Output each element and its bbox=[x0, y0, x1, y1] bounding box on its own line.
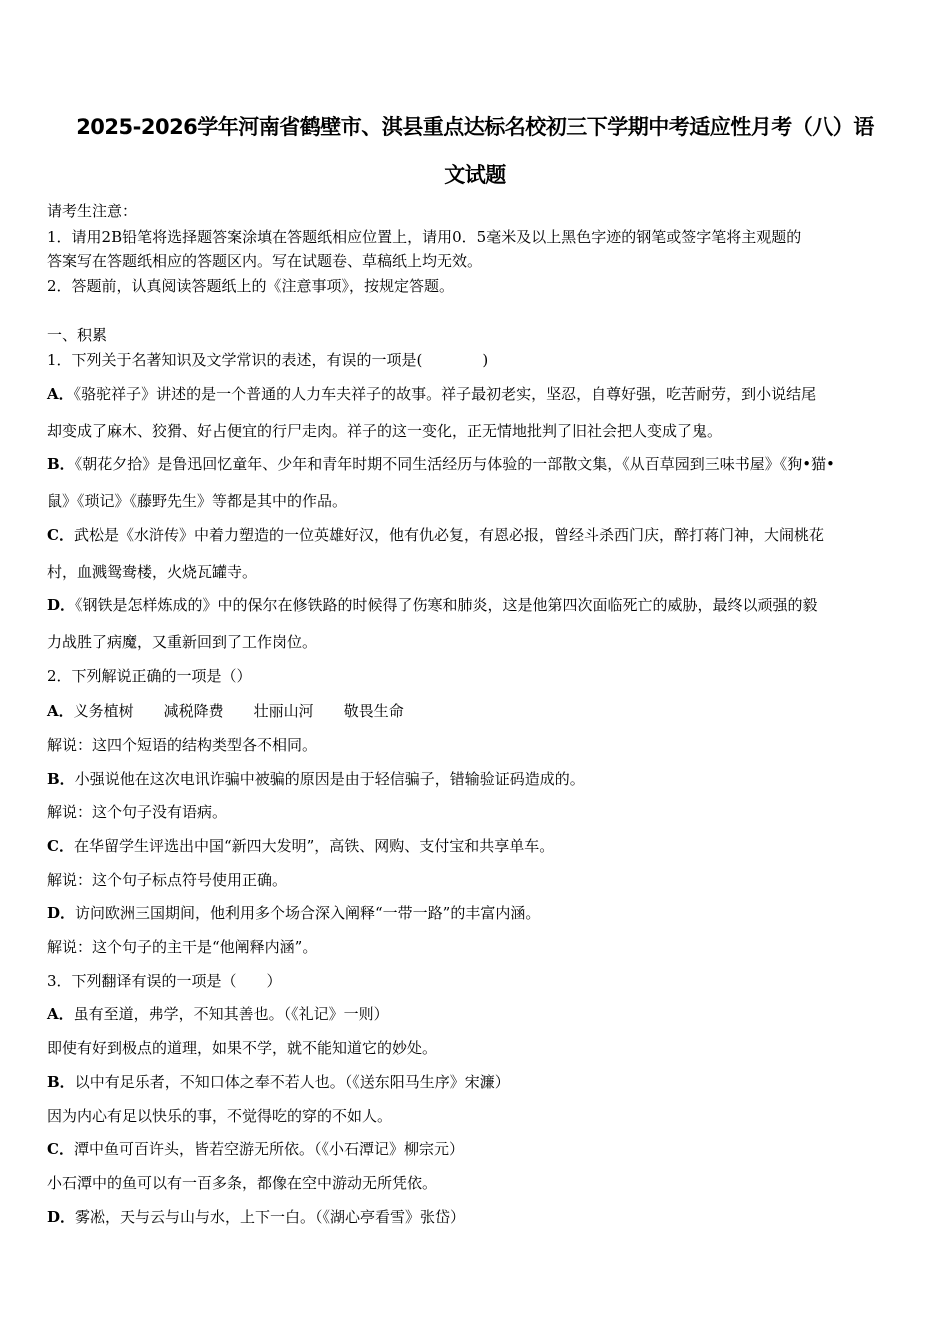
option-text-cont: 鼠》《琐记》《藤野先生》等都是其中的作品。 bbox=[47, 492, 348, 510]
option-label: D． bbox=[47, 1208, 76, 1226]
title-line-2: 文试题 bbox=[444, 163, 506, 187]
question-2-stem: 2．下列解说正确的一项是（） bbox=[47, 667, 252, 685]
translation: 因为内心有足以快乐的事，不觉得吃的穿的不如人。 bbox=[47, 1107, 393, 1125]
explanation: 解说：这四个短语的结构类型各不相同。 bbox=[47, 736, 318, 754]
option-b bbox=[47, 1072, 510, 1092]
notice-item: 答案写在答题纸相应的答题区内。写在试题卷、草稿纸上均无效。 bbox=[47, 252, 483, 270]
section-heading: 一、积累 bbox=[47, 326, 108, 344]
notice-heading: 请考生注意： bbox=[47, 202, 138, 220]
phrase: 义务植树 bbox=[73, 702, 134, 720]
option-c bbox=[47, 836, 554, 856]
phrase: 壮丽山河 bbox=[253, 702, 314, 720]
option-text-cont: 力战胜了病魔，又重新回到了工作岗位。 bbox=[47, 633, 318, 651]
option-a bbox=[47, 701, 404, 721]
option-label: C． bbox=[47, 526, 74, 544]
option-c bbox=[47, 525, 824, 545]
question-3-stem: 3．下列翻译有误的一项是（ ） bbox=[47, 972, 282, 990]
option-label: A． bbox=[47, 385, 74, 403]
option-b bbox=[47, 454, 835, 474]
option-label: B． bbox=[47, 770, 75, 788]
option-text: 武松是《水浒传》中着力塑造的一位英雄好汉，他有仇必复，有恩必报，曾经斗杀西门庆，醉打蒋门神，大闹桃花 bbox=[73, 526, 824, 544]
translation: 即使有好到极点的道理，如果不学，就不能知道它的妙处。 bbox=[47, 1039, 438, 1057]
option-text: 雾凇，天与云与山与水，上下一白。（《湖心亭看雪》张岱） bbox=[75, 1208, 466, 1226]
notice-item: 1．请用2B铅笔将选择题答案涂填在答题纸相应位置上，请用0．5毫米及以上黑色字迹的钢笔或签字笔将主观题的 bbox=[47, 228, 802, 246]
option-label: C． bbox=[47, 1140, 74, 1158]
notice-item: 2．答题前，认真阅读答题纸上的《注意事项》，按规定答题。 bbox=[47, 277, 455, 295]
option-text: 在华留学生评选出中国“新四大发明”，高铁、网购、支付宝和共享单车。 bbox=[73, 837, 555, 855]
option-label: D． bbox=[47, 904, 76, 922]
option-text: 虽有至道，弗学，不知其善也。（《礼记》一则） bbox=[73, 1005, 389, 1023]
option-text: 《朝花夕拾》是鲁迅回忆童年、少年和青年时期不同生活经历与体验的一部散文集，《从百草园到三味书屋》《狗•猫• bbox=[74, 455, 835, 473]
option-text: 《钢铁是怎样炼成的》中的保尔在修铁路的时候得了伤寒和肺炎，这是他第四次面临死亡的威胁，最终以顽强的毅 bbox=[75, 596, 818, 614]
option-label: C． bbox=[47, 837, 74, 855]
option-label: A． bbox=[47, 702, 74, 720]
phrase: 减税降费 bbox=[163, 702, 224, 720]
option-text: 小强说他在这次电讯诈骗中被骗的原因是由于轻信骗子，错输验证码造成的。 bbox=[74, 770, 585, 788]
explanation: 解说：这个句子的主干是“他阐释内涵”。 bbox=[47, 938, 318, 956]
option-text: 潭中鱼可百许头，皆若空游无所依。（《小石潭记》柳宗元） bbox=[73, 1140, 464, 1158]
option-label: A． bbox=[47, 1005, 74, 1023]
option-d bbox=[47, 903, 540, 923]
phrase: 敬畏生命 bbox=[343, 702, 404, 720]
option-d bbox=[47, 1207, 465, 1227]
option-label: D． bbox=[47, 596, 76, 614]
option-text-cont: 却变成了麻木、狡猾、好占便宜的行尸走肉。祥子的这一变化，正无情地批判了旧社会把人变成了鬼。 bbox=[47, 422, 723, 440]
option-text-cont: 村，血溅鸳鸯楼，火烧瓦罐寺。 bbox=[47, 563, 258, 581]
option-text: 访问欧洲三国期间，他利用多个场合深入阐释“一带一路”的丰富内涵。 bbox=[75, 904, 541, 922]
option-text: 以中有足乐者，不知口体之奉不若人也。（《送东阳马生序》宋濂） bbox=[74, 1073, 510, 1091]
explanation: 解说：这个句子没有语病。 bbox=[47, 803, 228, 821]
option-a bbox=[47, 1004, 389, 1024]
option-text: 《骆驼祥子》讲述的是一个普通的人力车夫祥子的故事。祥子最初老实，坚忍，自尊好强，吃苦耐劳，到小说结尾 bbox=[73, 385, 817, 403]
option-label: B． bbox=[47, 455, 75, 473]
explanation: 解说：这个句子标点符号使用正确。 bbox=[47, 871, 288, 889]
option-a bbox=[47, 384, 816, 404]
option-b bbox=[47, 769, 585, 789]
question-1-stem: 1．下列关于名著知识及文学常识的表述，有误的一项是( ) bbox=[47, 351, 489, 369]
option-c bbox=[47, 1139, 464, 1159]
option-d bbox=[47, 595, 818, 615]
translation: 小石潭中的鱼可以有一百多条，都像在空中游动无所凭依。 bbox=[47, 1174, 438, 1192]
option-label: B． bbox=[47, 1073, 75, 1091]
title-line-1: 2025-2026学年河南省鹤壁市、淇县重点达标名校初三下学期中考适应性月考（八）语 bbox=[76, 115, 874, 139]
